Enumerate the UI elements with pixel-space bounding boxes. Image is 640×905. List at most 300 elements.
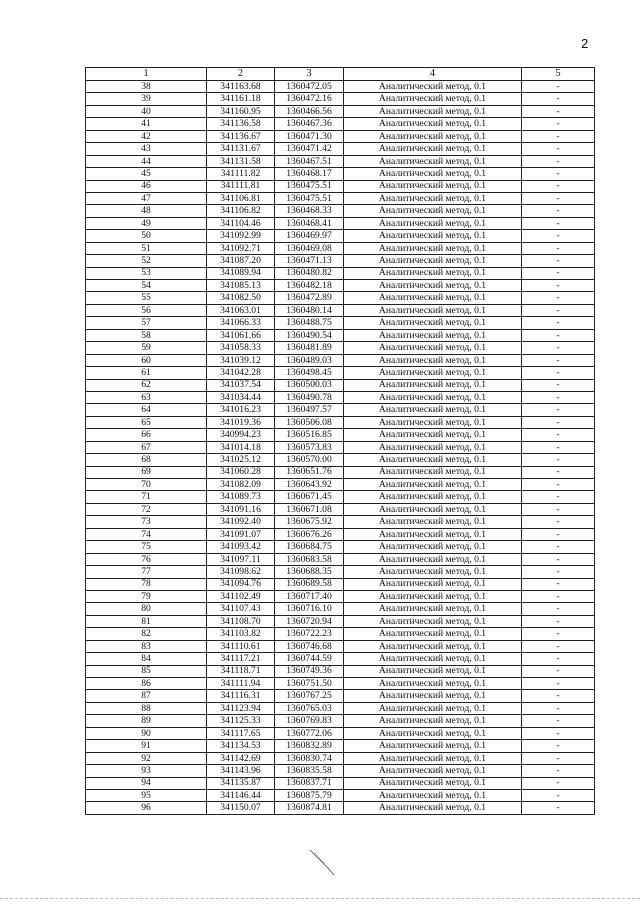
y-coordinate-cell: 1360472.05 [275,81,344,93]
point-number-cell: 68 [86,454,207,466]
y-coordinate-cell: 1360717.40 [275,590,344,602]
y-coordinate-cell: 1360744.59 [275,653,344,665]
x-coordinate-cell: 341125.33 [207,715,275,727]
point-number-cell: 50 [86,230,207,242]
method-cell: Аналитический метод, 0.1 [344,454,522,466]
x-coordinate-cell: 341131.58 [207,155,275,167]
x-coordinate-cell: 341142.69 [207,752,275,764]
method-cell: Аналитический метод, 0.1 [344,590,522,602]
table-row [86,777,595,789]
y-coordinate-cell: 1360497.57 [275,404,344,416]
note-cell: - [522,255,595,267]
note-cell: - [522,640,595,652]
table-row [86,628,595,640]
y-coordinate-cell: 1360498.45 [275,367,344,379]
x-coordinate-cell: 341061.66 [207,329,275,341]
point-number-cell: 93 [86,765,207,777]
note-cell: - [522,678,595,690]
table-row [86,292,595,304]
y-coordinate-cell: 1360472.16 [275,93,344,105]
point-number-cell: 82 [86,628,207,640]
note-cell: - [522,329,595,341]
x-coordinate-cell: 341117.65 [207,727,275,739]
column-header-1: 1 [86,68,207,81]
table-header-row [86,68,595,81]
note-cell: - [522,267,595,279]
x-coordinate-cell: 341107.43 [207,603,275,615]
y-coordinate-cell: 1360751.50 [275,678,344,690]
note-cell: - [522,789,595,801]
note-cell: - [522,802,595,814]
table-row [86,740,595,752]
point-number-cell: 57 [86,317,207,329]
table-row [86,653,595,665]
note-cell: - [522,317,595,329]
note-cell: - [522,541,595,553]
table-row [86,765,595,777]
point-number-cell: 87 [86,690,207,702]
x-coordinate-cell: 341082.09 [207,479,275,491]
point-number-cell: 77 [86,566,207,578]
x-coordinate-cell: 341094.76 [207,578,275,590]
note-cell: - [522,155,595,167]
table-row [86,267,595,279]
y-coordinate-cell: 1360471.42 [275,143,344,155]
note-cell: - [522,217,595,229]
table-row [86,503,595,515]
y-coordinate-cell: 1360837.71 [275,777,344,789]
note-cell: - [522,690,595,702]
table-row [86,789,595,801]
note-cell: - [522,391,595,403]
point-number-cell: 42 [86,130,207,142]
method-cell: Аналитический метод, 0.1 [344,740,522,752]
y-coordinate-cell: 1360830.74 [275,752,344,764]
y-coordinate-cell: 1360489.03 [275,354,344,366]
table-row [86,578,595,590]
point-number-cell: 38 [86,81,207,93]
y-coordinate-cell: 1360832.89 [275,740,344,752]
y-coordinate-cell: 1360671.08 [275,503,344,515]
method-cell: Аналитический метод, 0.1 [344,566,522,578]
x-coordinate-cell: 341123.94 [207,702,275,714]
method-cell: Аналитический метод, 0.1 [344,280,522,292]
x-coordinate-cell: 341160.95 [207,105,275,117]
x-coordinate-cell: 341111.94 [207,678,275,690]
point-number-cell: 55 [86,292,207,304]
point-number-cell: 69 [86,466,207,478]
x-coordinate-cell: 341034.44 [207,391,275,403]
method-cell: Аналитический метод, 0.1 [344,304,522,316]
note-cell: - [522,205,595,217]
note-cell: - [522,516,595,528]
point-number-cell: 75 [86,541,207,553]
method-cell: Аналитический метод, 0.1 [344,255,522,267]
note-cell: - [522,292,595,304]
point-number-cell: 41 [86,118,207,130]
note-cell: - [522,578,595,590]
table-row [86,615,595,627]
note-cell: - [522,180,595,192]
method-cell: Аналитический метод, 0.1 [344,242,522,254]
y-coordinate-cell: 1360482.18 [275,280,344,292]
y-coordinate-cell: 1360671.45 [275,491,344,503]
method-cell: Аналитический метод, 0.1 [344,404,522,416]
x-coordinate-cell: 341016.23 [207,404,275,416]
y-coordinate-cell: 1360683.58 [275,553,344,565]
y-coordinate-cell: 1360772.06 [275,727,344,739]
x-coordinate-cell: 341089.73 [207,491,275,503]
point-number-cell: 62 [86,379,207,391]
table-row [86,317,595,329]
method-cell: Аналитический метод, 0.1 [344,678,522,690]
y-coordinate-cell: 1360651.76 [275,466,344,478]
y-coordinate-cell: 1360769.83 [275,715,344,727]
y-coordinate-cell: 1360480.14 [275,304,344,316]
table-row [86,752,595,764]
table-row [86,528,595,540]
scan-edge-divider [0,898,640,900]
y-coordinate-cell: 1360467.36 [275,118,344,130]
table-row [86,391,595,403]
note-cell: - [522,653,595,665]
y-coordinate-cell: 1360746.68 [275,640,344,652]
x-coordinate-cell: 341131.67 [207,143,275,155]
method-cell: Аналитический метод, 0.1 [344,802,522,814]
x-coordinate-cell: 341116.31 [207,690,275,702]
point-number-cell: 72 [86,503,207,515]
point-number-cell: 54 [86,280,207,292]
point-number-cell: 44 [86,155,207,167]
method-cell: Аналитический метод, 0.1 [344,491,522,503]
note-cell: - [522,192,595,204]
table-row [86,727,595,739]
point-number-cell: 74 [86,528,207,540]
method-cell: Аналитический метод, 0.1 [344,367,522,379]
y-coordinate-cell: 1360468.33 [275,205,344,217]
x-coordinate-cell: 341092.99 [207,230,275,242]
method-cell: Аналитический метод, 0.1 [344,541,522,553]
point-number-cell: 86 [86,678,207,690]
pen-mark-icon [308,848,338,878]
method-cell: Аналитический метод, 0.1 [344,230,522,242]
x-coordinate-cell: 341134.53 [207,740,275,752]
point-number-cell: 81 [86,615,207,627]
method-cell: Аналитический метод, 0.1 [344,665,522,677]
point-number-cell: 39 [86,93,207,105]
method-cell: Аналитический метод, 0.1 [344,180,522,192]
x-coordinate-cell: 341136.58 [207,118,275,130]
x-coordinate-cell: 341117.21 [207,653,275,665]
method-cell: Аналитический метод, 0.1 [344,752,522,764]
y-coordinate-cell: 1360689.58 [275,578,344,590]
point-number-cell: 91 [86,740,207,752]
method-cell: Аналитический метод, 0.1 [344,615,522,627]
y-coordinate-cell: 1360720.94 [275,615,344,627]
note-cell: - [522,665,595,677]
method-cell: Аналитический метод, 0.1 [344,267,522,279]
x-coordinate-cell: 341093.42 [207,541,275,553]
coordinates-table [85,67,595,815]
point-number-cell: 67 [86,441,207,453]
x-coordinate-cell: 341042.28 [207,367,275,379]
y-coordinate-cell: 1360468.17 [275,168,344,180]
y-coordinate-cell: 1360481.89 [275,342,344,354]
point-number-cell: 94 [86,777,207,789]
note-cell: - [522,404,595,416]
point-number-cell: 96 [86,802,207,814]
y-coordinate-cell: 1360466.56 [275,105,344,117]
point-number-cell: 73 [86,516,207,528]
table-row [86,205,595,217]
method-cell: Аналитический метод, 0.1 [344,155,522,167]
table-row [86,255,595,267]
note-cell: - [522,528,595,540]
point-number-cell: 40 [86,105,207,117]
y-coordinate-cell: 1360490.78 [275,391,344,403]
table-row [86,491,595,503]
table-row [86,354,595,366]
note-cell: - [522,590,595,602]
x-coordinate-cell: 341060.28 [207,466,275,478]
note-cell: - [522,367,595,379]
x-coordinate-cell: 341089.94 [207,267,275,279]
column-header-5: 5 [522,68,595,81]
note-cell: - [522,566,595,578]
x-coordinate-cell: 341135.87 [207,777,275,789]
x-coordinate-cell: 341058.33 [207,342,275,354]
table-row [86,217,595,229]
y-coordinate-cell: 1360472.89 [275,292,344,304]
table-row [86,367,595,379]
note-cell: - [522,715,595,727]
note-cell: - [522,230,595,242]
note-cell: - [522,479,595,491]
y-coordinate-cell: 1360469.08 [275,242,344,254]
x-coordinate-cell: 341091.07 [207,528,275,540]
x-coordinate-cell: 341097.11 [207,553,275,565]
method-cell: Аналитический метод, 0.1 [344,217,522,229]
table-row [86,168,595,180]
point-number-cell: 63 [86,391,207,403]
method-cell: Аналитический метод, 0.1 [344,466,522,478]
note-cell: - [522,603,595,615]
point-number-cell: 66 [86,429,207,441]
table-row [86,541,595,553]
table-row [86,640,595,652]
method-cell: Аналитический метод, 0.1 [344,789,522,801]
point-number-cell: 89 [86,715,207,727]
y-coordinate-cell: 1360471.30 [275,130,344,142]
x-coordinate-cell: 341087.20 [207,255,275,267]
y-coordinate-cell: 1360490.54 [275,329,344,341]
x-coordinate-cell: 341103.82 [207,628,275,640]
table-row [86,81,595,93]
point-number-cell: 56 [86,304,207,316]
y-coordinate-cell: 1360716.10 [275,603,344,615]
table-row [86,192,595,204]
note-cell: - [522,454,595,466]
point-number-cell: 46 [86,180,207,192]
point-number-cell: 52 [86,255,207,267]
method-cell: Аналитический метод, 0.1 [344,727,522,739]
y-coordinate-cell: 1360767.25 [275,690,344,702]
method-cell: Аналитический метод, 0.1 [344,653,522,665]
x-coordinate-cell: 341085.13 [207,280,275,292]
method-cell: Аналитический метод, 0.1 [344,715,522,727]
method-cell: Аналитический метод, 0.1 [344,578,522,590]
table-row [86,329,595,341]
x-coordinate-cell: 341146.44 [207,789,275,801]
note-cell: - [522,130,595,142]
point-number-cell: 45 [86,168,207,180]
note-cell: - [522,416,595,428]
point-number-cell: 43 [86,143,207,155]
table-row [86,690,595,702]
note-cell: - [522,553,595,565]
table-row [86,304,595,316]
x-coordinate-cell: 341092.71 [207,242,275,254]
note-cell: - [522,118,595,130]
method-cell: Аналитический метод, 0.1 [344,379,522,391]
note-cell: - [522,354,595,366]
x-coordinate-cell: 341111.81 [207,180,275,192]
method-cell: Аналитический метод, 0.1 [344,143,522,155]
note-cell: - [522,765,595,777]
y-coordinate-cell: 1360835.58 [275,765,344,777]
column-header-2: 2 [207,68,275,81]
table-row [86,230,595,242]
table-row [86,802,595,814]
y-coordinate-cell: 1360506.08 [275,416,344,428]
point-number-cell: 71 [86,491,207,503]
point-number-cell: 85 [86,665,207,677]
table-row [86,566,595,578]
y-coordinate-cell: 1360500.03 [275,379,344,391]
note-cell: - [522,702,595,714]
table-row [86,130,595,142]
note-cell: - [522,105,595,117]
x-coordinate-cell: 341066.33 [207,317,275,329]
note-cell: - [522,752,595,764]
point-number-cell: 79 [86,590,207,602]
y-coordinate-cell: 1360749.36 [275,665,344,677]
method-cell: Аналитический метод, 0.1 [344,516,522,528]
point-number-cell: 70 [86,479,207,491]
point-number-cell: 95 [86,789,207,801]
column-header-3: 3 [275,68,344,81]
y-coordinate-cell: 1360516.85 [275,429,344,441]
method-cell: Аналитический метод, 0.1 [344,479,522,491]
method-cell: Аналитический метод, 0.1 [344,690,522,702]
table-row [86,280,595,292]
method-cell: Аналитический метод, 0.1 [344,429,522,441]
note-cell: - [522,379,595,391]
x-coordinate-cell: 341108.70 [207,615,275,627]
point-number-cell: 65 [86,416,207,428]
method-cell: Аналитический метод, 0.1 [344,192,522,204]
y-coordinate-cell: 1360875.79 [275,789,344,801]
point-number-cell: 78 [86,578,207,590]
y-coordinate-cell: 1360468.41 [275,217,344,229]
x-coordinate-cell: 341014.18 [207,441,275,453]
y-coordinate-cell: 1360573.83 [275,441,344,453]
x-coordinate-cell: 341092.40 [207,516,275,528]
table-row [86,93,595,105]
note-cell: - [522,615,595,627]
method-cell: Аналитический метод, 0.1 [344,130,522,142]
point-number-cell: 59 [86,342,207,354]
note-cell: - [522,740,595,752]
point-number-cell: 76 [86,553,207,565]
table-row [86,404,595,416]
y-coordinate-cell: 1360475.51 [275,180,344,192]
point-number-cell: 48 [86,205,207,217]
table-row [86,379,595,391]
note-cell: - [522,242,595,254]
table-row [86,678,595,690]
y-coordinate-cell: 1360675.92 [275,516,344,528]
point-number-cell: 58 [86,329,207,341]
table-row [86,143,595,155]
point-number-cell: 90 [86,727,207,739]
y-coordinate-cell: 1360480.82 [275,267,344,279]
x-coordinate-cell: 341163.68 [207,81,275,93]
table-row [86,590,595,602]
x-coordinate-cell: 341019.36 [207,416,275,428]
x-coordinate-cell: 341143.96 [207,765,275,777]
table-row [86,429,595,441]
x-coordinate-cell: 341037.54 [207,379,275,391]
note-cell: - [522,81,595,93]
method-cell: Аналитический метод, 0.1 [344,603,522,615]
y-coordinate-cell: 1360488.75 [275,317,344,329]
x-coordinate-cell: 341118.71 [207,665,275,677]
table-row [86,466,595,478]
method-cell: Аналитический метод, 0.1 [344,93,522,105]
y-coordinate-cell: 1360467.51 [275,155,344,167]
method-cell: Аналитический метод, 0.1 [344,342,522,354]
x-coordinate-cell: 341111.82 [207,168,275,180]
point-number-cell: 92 [86,752,207,764]
table-row [86,342,595,354]
table-row [86,180,595,192]
x-coordinate-cell: 341082.50 [207,292,275,304]
y-coordinate-cell: 1360684.75 [275,541,344,553]
y-coordinate-cell: 1360874.81 [275,802,344,814]
y-coordinate-cell: 1360643.92 [275,479,344,491]
x-coordinate-cell: 341106.82 [207,205,275,217]
point-number-cell: 88 [86,702,207,714]
table-row [86,665,595,677]
table-row [86,603,595,615]
point-number-cell: 60 [86,354,207,366]
table-row [86,441,595,453]
method-cell: Аналитический метод, 0.1 [344,441,522,453]
y-coordinate-cell: 1360570.00 [275,454,344,466]
note-cell: - [522,503,595,515]
point-number-cell: 49 [86,217,207,229]
method-cell: Аналитический метод, 0.1 [344,640,522,652]
method-cell: Аналитический метод, 0.1 [344,702,522,714]
method-cell: Аналитический метод, 0.1 [344,391,522,403]
point-number-cell: 83 [86,640,207,652]
x-coordinate-cell: 341063.01 [207,304,275,316]
method-cell: Аналитический метод, 0.1 [344,503,522,515]
note-cell: - [522,491,595,503]
point-number-cell: 80 [86,603,207,615]
point-number-cell: 64 [86,404,207,416]
